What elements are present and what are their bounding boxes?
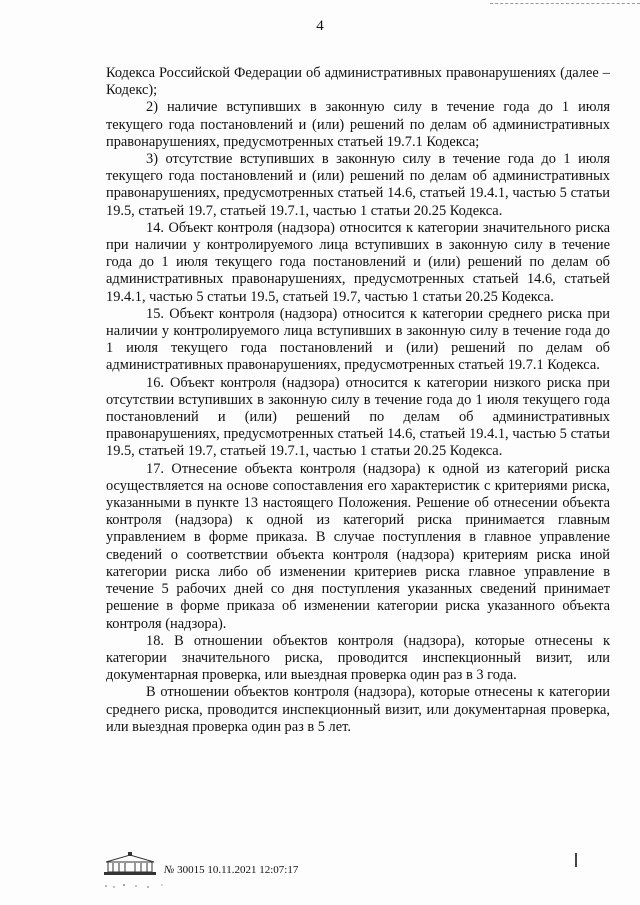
paragraph-18: 18. В отношении объектов контроля (надзора), которые отнесены к категории значительного риска, проводится инспекционный визит, или документарная проверка, или выездная проверка один раз в 3 года. <box>106 632 610 684</box>
building-emblem-icon <box>102 852 158 878</box>
document-body <box>106 65 610 736</box>
registration-timestamp: 10.11.2021 12:07:17 <box>207 864 299 876</box>
paragraph-17: 17. Отнесение объекта контроля (надзора) к одной из категорий риска осуществляется на основе сопоставления его характеристик с критериями риска, указанными в пункте 13 настоящего Положения. Решение об отнесении объекта контроля (надзора) к одной из категорий риска принимается главным управлением в форме приказа. В случае поступления в главное управление сведений о соответствии объекта контроля (надзора) критериям риска иной категории риска либо об изменении критериев риска главное управление в течение 5 рабочих дней со дня поступления указанных сведений принимает решение в форме приказа об изменении категории риска указанного объекта контроля (надзора). <box>106 460 610 632</box>
paragraph-subitem-3: 3) отсутствие вступивших в законную силу в течение года до 1 июля текущего года постановлений и (или) решений по делам об административных правонарушениях, предусмотренных статьей 14.6, статьей 19.4.1, частью 5 статьи 19.5, статьей 19.7, статьей 19.7.1, частью 1 статьи 20.25 Кодекса. <box>106 151 610 219</box>
paragraph-14: 14. Объект контроля (надзора) относится к категории значительного риска при наличии у контролируемого лица вступивших в законную силу в течение года до 1 июля текущего года постановлений и (или) решений по делам об административных правонарушениях, предусмотренных статьей 14.6, статьей 19.4.1, частью 5 статьи 19.5, статьей 19.7, частью 1 статьи 20.25 Кодекса. <box>106 219 610 305</box>
document-number: 30015 <box>177 864 205 876</box>
paragraph-15: 15. Объект контроля (надзора) относится к категории среднего риска при наличии у контролируемого лица вступивших в законную силу в течение года до 1 июля текущего года постановлений и (или) решений по делам об административных правонарушениях, предусмотренных статьей 19.7.1 Кодекса. <box>106 305 610 374</box>
document-registration-stamp <box>164 864 298 876</box>
paragraph-16: 16. Объект контроля (надзора) относится к категории низкого риска при отсутствии вступивших в законную силу в течение года до 1 июля текущего года постановлений и (или) решений по делам об административных правонарушениях, предусмотренных статьей 14.6, статьей 19.4.1, частью 5 статьи 19.5, статьей 19.7, статьей 19.7.1, частью 1 статьи 20.25 Кодекса. <box>106 374 610 460</box>
paragraph-subitem-2: 2) наличие вступивших в законную силу в течение года до 1 июля текущего года постановлений и (или) решений по делам об административных правонарушениях, предусмотренных статьей 19.7.1 Кодекса; <box>106 99 610 150</box>
number-sign: № <box>164 864 175 876</box>
paragraph-continuation: Кодекса Российской Федерации об административных правонарушениях (далее – Кодекс); <box>106 65 610 99</box>
scan-edge-mark <box>490 3 640 7</box>
paragraph-18-continued: В отношении объектов контроля (надзора), которые отнесены к категории среднего риска, проводится инспекционный визит, или документарная проверка, или выездная проверка один раз в 5 лет. <box>106 684 610 735</box>
page-number: 4 <box>316 18 324 34</box>
margin-mark <box>575 853 577 867</box>
scan-noise-marks <box>102 882 222 890</box>
document-footer <box>102 852 362 892</box>
